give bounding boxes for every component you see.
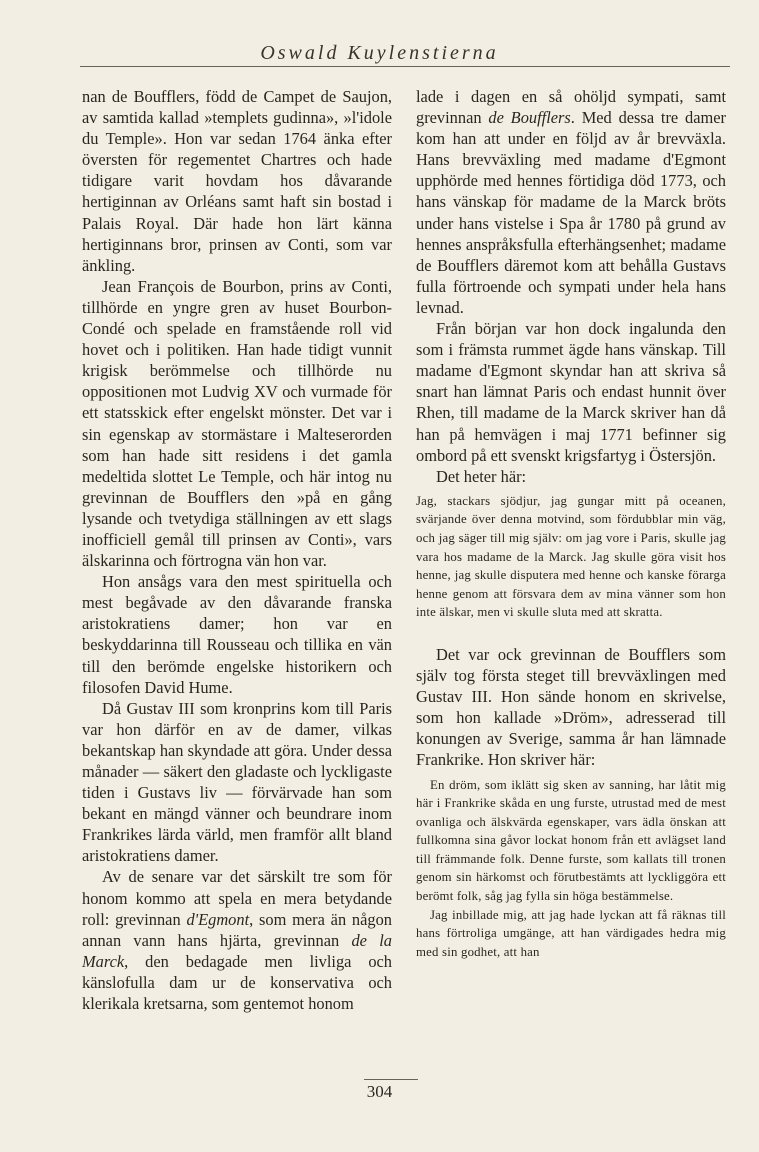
paragraph: nan de Boufflers, född de Campet de Saujon, av samtida kallad »templets gudinna», »l'idole du Temple». Hon var sedan 1764 änka efter översten för regementet Chartres och hade tidigare varit hovdam hos dåvarande hertiginnan av Orléans samt haft sin bostad i Palais Royal. Där hade hon lärt känna hertiginnans bror, prinsen av Conti, som var änkling. — [82, 87, 392, 275]
paragraph: Det var ock grevinnan de Boufflers som själv tog första steget till brevväxlingen med Gustav III. Hon sände honom en skrivelse, som hon kallade »Dröm», adresserad till konungen av Sverige, samma år han lämnade Frankrike. Hon skriver här: — [416, 644, 726, 770]
header-rule — [80, 66, 730, 67]
paragraph: Jean François de Bourbon, prins av Conti, tillhörde en yngre gren av huset Bourbon-Condé och spelade en framstående roll vid hovet och i politiken. Han hade tidigt vunnit krigisk berömmelse och tillhörde nu oppositionen mot Ludvig XV och vurmade för ett statsskick efter engelskt mönster. Det var i sin egenskap av stormästare i Malteserorden som han hade sitt residens i det gamla medeltida slottet Le Temple, och här intog nu grevinnan de Boufflers den »på en gång lysande och tvetydiga ställningen av ett slags inofficiell gemål till prinsen av Conti», vars älskarinna och förtrogna vän hon var. — [82, 276, 392, 571]
running-head: Oswald Kuylenstierna — [260, 42, 499, 64]
left-column — [82, 86, 392, 1014]
block-quote — [416, 776, 726, 962]
text-run: , som mera än någon annan vann hans hjärta, grevinnan — [82, 909, 392, 950]
text-run: . Med dessa tre damer kom han att under en följd av år brevväxla. Hans brevväxling med madame d'Egmont upphörde med hennes förtidiga död 1773, och hans vänskap för madame de la Marck bröts under hans vistelse i Spa år 1780 på grund av hennes anspråksfulla efterhängsenhet; madame de Boufflers däremot kom att behålla Gustavs fulla förtroende och sympati under hela hans levnad. — [416, 108, 726, 317]
spacer — [416, 622, 726, 644]
right-column — [416, 86, 726, 961]
italic-name: d'Egmont — [186, 909, 250, 929]
text-run: , den bedagade men livliga och känslofulla dam ur de konservativa och klerikala kretsarna, som gentemot honom — [82, 951, 392, 1014]
italic-name: de la Marck — [82, 930, 392, 971]
text-run: lade i dagen en så ohöljd sympati, samt grevinnan — [416, 87, 726, 128]
paragraph: Då Gustav III som kronprins kom till Paris var hon därför en av de damer, vilkas bekantskap han skyndade att göra. Under dessa månader — säkert den gladaste och lyckligaste tiden i Gustavs liv — förvärvade han som bekant en mängd vänner och beundrare inom Frankrikes lärda värld, men framför allt bland aristokratiens damer. — [82, 698, 392, 866]
quote-paragraph: En dröm, som iklätt sig sken av sanning, har låtit mig här i Frankrike skåda en ung furste, utrustad med de mest ovanliga och älskvärda egenskaper, vars ädla önskan att fullkomna sina gåvor lockat honom från ett avlägset land till främmande folk. Denne furste, som kallats till tronen genom sin härkomst och förutbestämts att lyckliggöra ett berömt folk, såg jag fylla sin höga bestämmelse. — [416, 777, 726, 904]
paragraph: Från början var hon dock ingalunda den som i främsta rummet ägde hans vänskap. Till madame d'Egmont skyndar han att skriva så snart han lämnat Paris och endast hunnit över Rhen, till madame de la Marck skriver han då han på hemvägen i maj 1771 befinner sig ombord på ett svenskt krigsfartyg i Östersjön. — [416, 319, 726, 465]
paragraph — [416, 86, 726, 318]
paragraph: Det heter här: — [436, 466, 527, 486]
paragraph — [82, 866, 392, 1014]
block-quote — [416, 492, 726, 622]
folio-rule — [364, 1079, 418, 1080]
paragraph: Hon ansågs vara den mest spirituella och mest begåvade av den dåvarande franska aristokratiens damer; hon var en beskyddarinna till Rousseau och tillika en vän till den berömde engelske historikern och filosofen David Hume. — [82, 572, 392, 697]
page-number: 304 — [366, 1082, 393, 1101]
quote-paragraph: Jag inbillade mig, att jag hade lyckan att få räknas till hans förtroliga umgänge, att han värdigades hedra mig med sin godhet, att han — [416, 907, 726, 959]
text-run: Av de senare var det särskilt tre som för honom kommo att spela en mera betydande roll: grevinnan — [82, 867, 392, 929]
italic-name: de Boufflers — [488, 108, 571, 128]
quote-paragraph: Jag, stackars sjödjur, jag gungar mitt på oceanen, svärjande över denna motvind, som fördubblar min väg, och jag säger till mig själv: om jag vore i Paris, skulle jag vara hos madame de la Marck. Jag skulle göra visit hos henne, jag skulle disputera med henne och kanske förarga henne genom att försvara dem av mina vänner som hon inte älskar, men vi skulle sluta med att skratta. — [416, 493, 726, 620]
